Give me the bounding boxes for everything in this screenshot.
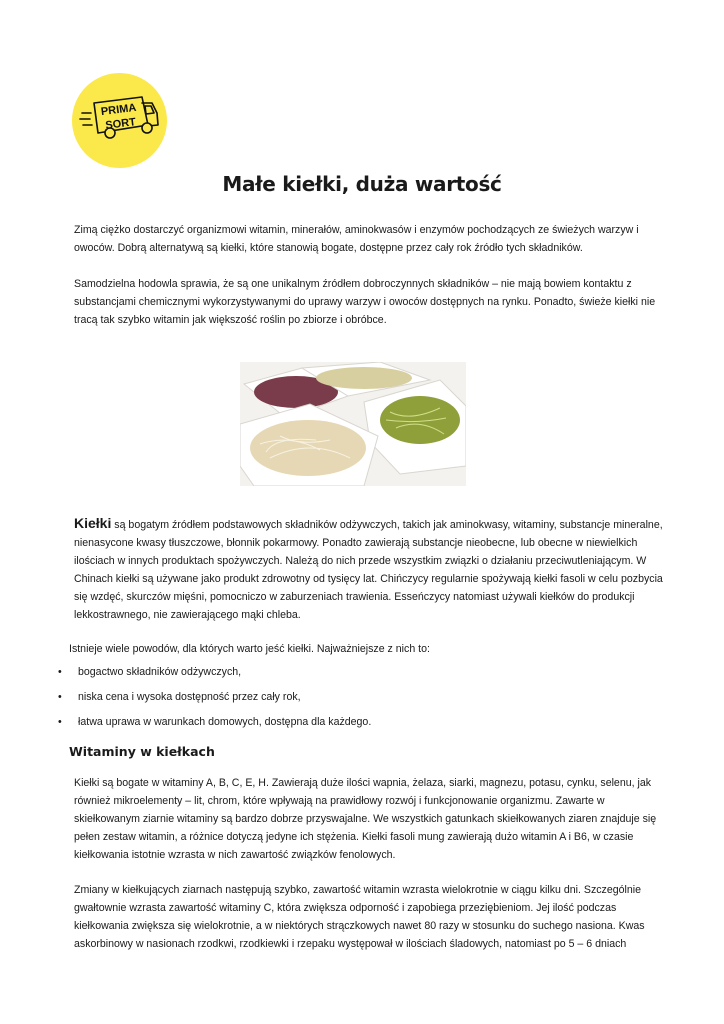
delivery-truck-icon [72,73,167,168]
broccoli-sprouts [380,396,460,444]
reasons-lead: Istnieje wiele powodów, dla których warto jeść kiełki. Najważniejsze z nich to: [69,643,430,655]
kielki-lead-word: Kiełki [74,515,112,531]
logo-word-sort: SORT [104,116,137,132]
bullet-icon: • [58,691,62,703]
list-item [0,663,724,688]
intro-paragraph-1: Zimą ciężko dostarczyć organizmowi witamin, minerałów, aminokwasów i enzymów pochodzących ze świeżych warzyw i owoców. Dobrą alternatywą są kiełki, które stanowią bogate, dostępne przez cały rok źródło tych składników. [74,224,639,254]
list-item-text: niska cena i wysoka dostępność przez cały rok, [78,691,301,703]
intro-paragraph-2: Samodzielna hodowla sprawia, że są one unikalnym źródłem dobroczynnych składników – nie mają bowiem kontaktu z substancjami chemicznymi wykorzystywanymi do uprawy warzyw i owoców dostępnych na rynku. Ponadto, świeże kiełki nie tracą tak szybko witamin jak większość roślin po zbiorze i obróbce. [74,278,656,326]
reasons-list [0,663,724,738]
kielki-paragraph [74,514,664,624]
bullet-icon: • [58,716,62,728]
bullet-icon: • [58,666,62,678]
vitamins-paragraph-1: Kiełki są bogate w witaminy A, B, C, E, H. Zawierają duże ilości wapnia, żelaza, siarki, magnezu, potasu, cynku, selenu, jak również mikroelementy – lit, chrom, które wpływają na prawidłowy rozwój i funkcjonowanie organizmu. Zawarte w skiełkowanym ziarnie witaminy są bardzo dobrze przyswajalne. We wszystkich gatunkach skiełkowanych ziaren znajduje się pełen zestaw witamin, a różnice dotyczą jedyne ich stężenia. Kiełki fasoli mung zawierają dużo witamin A i B6, w czasie kiełkowania istotnie wzrasta w nich zawartość związków fenolowych. [74,777,657,861]
vitamins-paragraph-2: Zmiany w kiełkujących ziarnach następują szybko, zawartość witamin wzrasta wielokrotnie w ciągu kilku dni. Szczególnie gwałtownie wzrasta zawartość witaminy C, która zwiększa odporność i zapobiega przeziębieniom. Jej ilość podczas kiełkowania zwiększa się wielokrotnie, a w niektórych strączkowych nawet 80 razy w stosunku do suchego nasiona. Kwas askorbinowy w nasionach rzodkwi, rzodkiewki i rzepaku występował w ilościach śladowych, natomiast po 5 – 6 dniach [74,884,645,950]
section-heading-vitamins: Witaminy w kiełkach [69,744,215,759]
kielki-text: są bogatym źródłem podstawowych składników odżywczych, takich jak aminokwasy, witaminy, substancje mineralne, nienasycone kwasy tłuszczowe, błonnik pokarmowy. Ponadto zawierają substancje nieobecne, lub obecne w niewielkich ilościach w innych produktach spożywczych. Należą do nich przede wszystkim związki o działaniu przeciwutleniającym. W Chinach kiełki są używane jako produkt zdrowotny od tysięcy lat. Chińczycy regularnie spożywają kiełki fasoli w celu pozbycia się wzdęć, skurczów mięśni, pomocniczo w zaburzeniach trawienia. Esseńczycy natomiast używali kiełków do produkcji lekkostrawnego, nie zawierającego mąki chleba. [74,519,663,621]
list-item [0,688,724,713]
sprouts-photo [240,362,466,486]
list-item-text: łatwa uprawa w warunkach domowych, dostępna dla każdego. [78,716,372,728]
prima-sort-logo [72,73,167,168]
logo-word-prima: PRIMA [100,101,137,119]
list-item [0,713,724,738]
alfalfa-sprouts [316,367,412,389]
page-title: Małe kiełki, duża wartość [222,172,502,196]
list-item-text: bogactwo składników odżywczych, [78,666,242,678]
